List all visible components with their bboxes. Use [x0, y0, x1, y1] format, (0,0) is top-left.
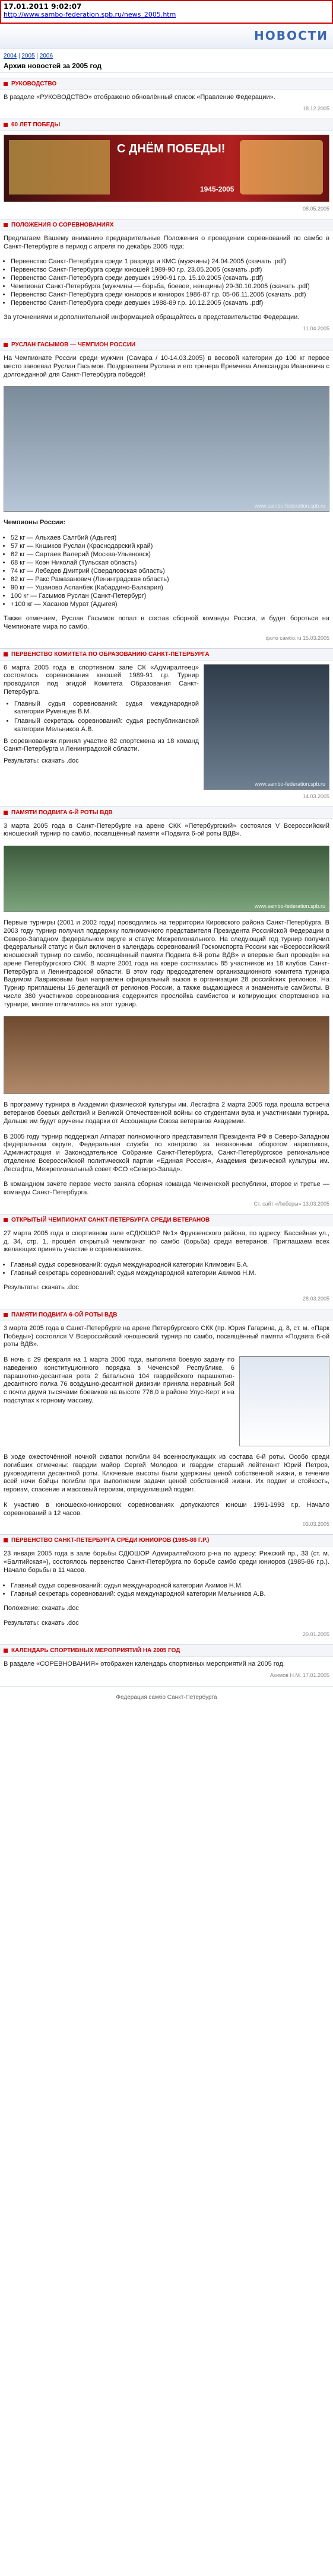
- news-item: [0, 1214, 333, 1304]
- vdv-emblem-icon: [239, 1356, 329, 1446]
- results-link[interactable]: Результаты: скачать .doc: [4, 1284, 79, 1291]
- results-link[interactable]: Результаты: скачать .doc: [4, 757, 79, 764]
- news-item-intro: 27 марта 2005 года в спортивном зале «СДЮШОР №1» Фрунзенского района, по адресу: Бассейная ул., д. 34, стр. 1, прошёл открытый чемпионат по самбо (борьба) среди ветеранов. Приглашаем всех желающих принять участие в соревнованиях.: [4, 1229, 329, 1254]
- champion-item: • 57 кг — Кншиков Руслан (Краснодарский край): [11, 543, 333, 550]
- news-item-date: 14.03.2005: [302, 793, 329, 799]
- news-item-title: РУКОВОДСТВО: [11, 81, 57, 87]
- bullet-square-icon: [4, 123, 8, 127]
- bullet-square-icon: [4, 1649, 8, 1653]
- bullet-square-icon: [4, 1313, 8, 1317]
- banner-years: 1945-2005: [200, 184, 234, 193]
- news-item-title: ПАМЯТИ ПОДВИГА 6-ОЙ РОТЫ ВДВ: [11, 1311, 118, 1318]
- officials-list: [11, 1582, 333, 1598]
- year-link-2005[interactable]: 2005: [21, 53, 35, 59]
- year-switcher: 2004 | 2005 | 2006: [4, 53, 53, 59]
- champion-item: • 100 кг — Гасымов Руслан (Санкт-Петербург): [11, 592, 333, 600]
- year-link-2004[interactable]: 2004: [4, 53, 17, 59]
- news-item-date: 18.12.2005: [302, 105, 329, 111]
- news-item: [0, 1534, 333, 1640]
- news-item-date: 03.03.2005: [302, 1521, 329, 1528]
- banner-order-icon: [240, 140, 323, 195]
- team-photo: [4, 386, 329, 512]
- news-item-header: [0, 78, 333, 90]
- news-item-paragraph: Первые турниры (2001 и 2002 годы) проводились на территории Кировского района Санкт-Петербурга. В 2003 году турнир получил поддержку полномочного представителя Президента Российской Федерации в Северо-Западном федеральном округе и статус Межрегионального. На следующий год турнир получил федеральный статус и был включен в календарь соревнований Госкомспорта России как «Всероссийский юношеский турнир по самбо, посвящённый памяти Подвига 6-й роты ВДВ» и впервые был проведён на арене Петербургского СКК. В марте 2001 года на ковре состязались 85 участников из 18 клубов Санкт-Петербурга и Ленинградской области. В этом году председателем организационного комитета турнира Вадимом Лавриковым был направлен официальный вызов в организации 28 российских регионов. На Турнир приглашены 16 делегаций от регионов России, а также выдающиеся и знаменитые самбисты. В числе 380 участников соревнования содержится прослойка самбистов и копирующих спортсменов на турнире, многие отличились на этот турнир.: [4, 919, 329, 1008]
- document-list-item[interactable]: • Первенство Санкт-Петербурга среди девушек 1988-89 г.р. 10.12.2005 (скачать .pdf): [11, 299, 333, 307]
- document-list-item[interactable]: • Первенство Санкт-Петербурга среди юношей 1989-90 г.р. 23.05.2005 (скачать .pdf): [11, 266, 333, 273]
- document-list-item[interactable]: • Первенство Санкт-Петербурга среди 1 разряда и КМС (мужчины) 24.04.2005 (скачать .pdf): [11, 258, 333, 265]
- official-item: • Главный секретарь соревнований: судья республиканской категории Мельников А.В.: [14, 718, 199, 734]
- champion-item: • 62 кг — Сартаев Валерий (Москва-Ульяновск): [11, 551, 333, 558]
- news-item-header: [0, 649, 333, 661]
- victory-banner-image: [4, 135, 329, 202]
- photo-caption: www.sambo-federation.spb.ru: [254, 780, 325, 787]
- news-item-twocol: [0, 1353, 333, 1450]
- news-item-paragraph: В 2005 году турнир поддержал Аппарат полномочного представителя Президента РФ в Северо-Западном федеральном округе, Федеральная служба по контролю за незаконным оборотом наркотиков, Администрация и Законодательное Собрание Санкт-Петербурга, Санкт-Петербургское региональное отделение Всероссийской политической партии «Единая Россия», Академия физической культуры им. Лесгафта, Межрегиональный совет ФСО «Северо-Запад».: [4, 1133, 329, 1173]
- regulations-link[interactable]: Положение: скачать .doc: [4, 1604, 79, 1612]
- bullet-square-icon: [4, 652, 8, 656]
- news-item-title: ПЕРВЕНСТВО САНКТ-ПЕТЕРБУРГА СРЕДИ ЮНИОРОВ (1985-86 Г.Р.): [11, 1537, 210, 1544]
- bullet-square-icon: [4, 343, 8, 347]
- officials-list: [14, 700, 199, 734]
- news-item-paragraph: В программу турнира в Академии физической культуры им. Лесгафта 2 марта 2005 года прошла встреча ветеранов боевых действий и Великой Отечественной войны со студентами вуза и участниками турнира. Дальше им будут вручены подарки от Ассоциации Союза ветеранов Академии.: [4, 1101, 329, 1125]
- archive-title: Архив новостей за 2005 год: [0, 59, 333, 73]
- news-item-date: 20.01.2005: [302, 1631, 329, 1637]
- news-item-text: [4, 1356, 234, 1446]
- news-item-header: [0, 339, 333, 351]
- arena-photo: [4, 846, 329, 912]
- champion-item: • 90 кг — Ушаново Асланбек (Кабардино-Балкария): [11, 584, 333, 591]
- page-url-link[interactable]: http://www.sambo-federation.spb.ru/news_2005.htm: [4, 11, 176, 18]
- news-item-header: [0, 119, 333, 131]
- bullet-square-icon: [4, 811, 8, 815]
- news-item-title: ПАМЯТИ ПОДВИГА 6-Й РОТЫ ВДВ: [11, 809, 113, 816]
- year-link-2006[interactable]: 2006: [39, 53, 53, 59]
- footer: Федерация самбо Санкт-Петербурга: [0, 1686, 333, 1708]
- news-item-body: В разделе «РУКОВОДСТВО» отображено обновлённый список «Правление Федерации».: [4, 94, 275, 101]
- news-item-title: КАЛЕНДАРЬ СПОРТИВНЫХ МЕРОПРИЯТИЙ НА 2005 ГОД: [11, 1647, 180, 1654]
- champions-title: Чемпионы России:: [4, 519, 66, 527]
- news-item-paragraph: В ночь с 29 февраля на 1 марта 2000 года, выполняя боевую задачу по наведению конституционного порядка в Чеченской Республике, 6 парашютно-десантная рота 2 батальона 104 гвардейского парашютно-десантного полка 76 воздушно-десантной дивизии приняла неравный бой с почти двумя тысячами боевиков на высоте 776,0 в районе Улус-Керт и на подступах к горному массиву.: [4, 1356, 234, 1404]
- news-item-title: ОТКРЫТЫЙ ЧЕМПИОНАТ САНКТ-ПЕТЕРБУРГА СРЕДИ ВЕТЕРАНОВ: [11, 1216, 210, 1223]
- timestamp: 17.01.2011 9:02:07: [4, 2, 82, 11]
- champion-item: • 82 кг — Ракс Рамазанович (Ленинградская область): [11, 576, 333, 583]
- news-item-header: [0, 807, 333, 819]
- news-item-outro: Также отмечаем, Руслан Гасымов попал в состав сборной команды России, и будет бороться на Чемпионате мира по самбо.: [4, 615, 329, 630]
- news-item: [0, 1309, 333, 1530]
- news-item-outro: В соревнованиях принял участие 82 спортсмена из 18 команд Санкт-Петербурга и Ленинградской области.: [4, 737, 199, 753]
- news-item-date: 11.04.2005: [303, 326, 329, 331]
- news-item-title: 60 ЛЕТ ПОБЕДЫ: [11, 121, 61, 128]
- champion-item: • +100 кг — Хасанов Мурат (Адыгея): [11, 601, 333, 608]
- photo-caption: www.sambo-federation.spb.ru: [254, 503, 325, 509]
- news-item-date: Ст. сайт «Люберы» 13.03.2005: [253, 1200, 329, 1207]
- champion-item: • 68 кг — Коэн Николай (Тульская область): [11, 559, 333, 566]
- banner-collage-left: [9, 140, 110, 195]
- champions-list: [11, 534, 333, 608]
- news-item: [0, 648, 333, 802]
- news-item-header: [0, 1214, 333, 1226]
- news-item: [0, 119, 333, 214]
- banner-text: С ДНЁМ ПОБЕДЫ!: [117, 142, 226, 155]
- news-item-title: ПОЛОЖЕНИЯ О СОРЕВНОВАНИЯХ: [11, 221, 114, 228]
- official-item: • Главный судья соревнований: судья международной категории Акимов Н.М.: [11, 1582, 333, 1589]
- news-item-header: [0, 1309, 333, 1321]
- news-item-intro: 6 марта 2005 года в спортивном зале СК «Адмиралтеец» состоялось соревнования юношей 1989-91 г.р. Турнир проводился под эгидой Комитета Образования Санкт-Петербурга.: [4, 664, 199, 696]
- bullet-square-icon: [4, 1538, 8, 1542]
- news-item-date: Акимов Н.М. 17.01.2005: [270, 1672, 329, 1678]
- bullet-square-icon: [4, 223, 8, 227]
- document-list-item[interactable]: • Первенство Санкт-Петербурга среди девушек 1990-91 г.р. 15.10.2005 (скачать .pdf): [11, 275, 333, 282]
- news-item-intro: В разделе «СОРЕВНОВАНИЯ» отображен календарь спортивных мероприятий на 2005 год.: [4, 1660, 285, 1668]
- news-item: [0, 806, 333, 1209]
- browser-capture-header: [0, 0, 333, 24]
- event-photo: [4, 1016, 329, 1094]
- news-item-header: [0, 219, 333, 231]
- document-list: [11, 258, 333, 307]
- news-item-intro: На Чемпионате России среди мужчин (Самара / 10-14.03.2005) в весовой категории до 100 кг первое место завоевал Руслан Гасымов. Поздравляем Руслана и его тренера Еремчева Александра Ивановича с долгожданной для Санкт-Петербурга победой!: [4, 355, 329, 378]
- page-title: НОВОСТИ: [253, 28, 328, 43]
- bullet-square-icon: [4, 82, 8, 86]
- news-item-date: фото самбо.ru 15.03.2005: [265, 635, 329, 641]
- news-item-title: РУСЛАН ГАСЫМОВ — ЧЕМПИОН РОССИИ: [11, 342, 136, 348]
- photo-caption: www.sambo-federation.spb.ru: [254, 903, 325, 909]
- news-item-twocol: [0, 661, 333, 793]
- news-item-date: 08.05.2005: [302, 205, 329, 212]
- news-item-intro: 3 марта 2005 года в Санкт-Петербурге на арене Петербургского СКК (пр. Юрия Гагарина, д. 8, ст. м. «Парк Победы») состоялся V Всероссийский юношеский турнир по самбо, посвящённый памяти «Подвига 6-ой роты ВДВ».: [4, 1324, 329, 1348]
- news-item-title: ПЕРВЕНСТВО КОМИТЕТА ПО ОБРАЗОВАНИЮ САНКТ-ПЕТЕРБУРГА: [11, 651, 210, 658]
- official-item: • Главный секретарь соревнований: судья международной категории Акимов Н.М.: [11, 1270, 333, 1277]
- news-item-header: [0, 1535, 333, 1547]
- bullet-square-icon: [4, 1218, 8, 1222]
- news-item: [0, 78, 333, 114]
- document-list-item[interactable]: • Чемпионат Санкт-Петербурга (мужчины — борьба, боевое, женщины) 29-30.10.2005 (скачать .pdf): [11, 283, 333, 290]
- official-item: • Главный судья соревнований: судья международной категории Климович Б.А.: [11, 1261, 333, 1268]
- official-item: • Главный секретарь соревнований: судья международной категории Мельников А.В.: [11, 1590, 333, 1598]
- news-item-header: [0, 1645, 333, 1657]
- news-item-paragraph: В ходе ожесточённой ночной схватки погибли 84 военнослужащих из состава 6-й роты. Особо среди погибших отмечены: гвардии майор Сергей Молодов и гвардии старший лейтенант Юрий Петров, руководители десантной роты. Ключевые высоты были удержаны ценой собственной жизни, в течение всей ночи бойцы погибли при выполнении задачи ценой собственной жизни. Их подвиг и стойкость, героизм, спасение и массовый героизм, определивший подвиг.: [4, 1453, 329, 1493]
- news-item: [0, 1644, 333, 1681]
- officials-list: [11, 1261, 333, 1277]
- news-item-intro: Предлагаем Вашему вниманию предварительные Положения о проведении соревнований по самбо в Санкт-Петербурге в период с апреля по декабрь 2005 года:: [4, 234, 329, 250]
- news-item-paragraph: В командном зачёте первое место заняла сборная команда Ченченской республики, второе и третье — команды Санкт-Петербурга.: [4, 1181, 329, 1196]
- results-link[interactable]: Результаты: скачать .doc: [4, 1619, 79, 1627]
- news-item-outro: За уточнениями и дополнительной информацией обращайтесь в представительство Федерации.: [4, 314, 300, 321]
- document-list-item[interactable]: • Первенство Санкт-Петербурга среди юниоров и юниорок 1986-87 г.р. 05-06.11.2005 (скачать .pdf): [11, 291, 333, 298]
- news-item-paragraph: К участию в юношеско-юниорских соревнованиях допускаются юноши 1991-1993 г.р. Начало соревнований в 12 часов.: [4, 1501, 329, 1517]
- news-item: [0, 339, 333, 643]
- match-photo: [204, 664, 329, 790]
- news-item-date: 28.03.2005: [302, 1295, 329, 1302]
- news-item-text: [4, 664, 199, 790]
- champion-item: • 52 кг — Альхаев Салгбий (Адыгея): [11, 534, 333, 541]
- news-item-intro: 3 марта 2005 года в Санкт-Петербурге на арене СКК «Петербургский» состоялся V Всероссийский юношеский турнир по самбо, посвящённый памяти «Подвига 6-ой роты ВДВ».: [4, 822, 329, 838]
- site-header: [0, 24, 333, 49]
- news-item: [0, 219, 333, 334]
- news-item-intro: 23 января 2005 года в зале борьбы СДЮШОР Адмиралтейского р-на по адресу: Рижский пр., 33 (ст. м. «Балтийская»), состоялось первенство Санкт-Петербурга по борьбе самбо среди юниоров (1985-86 г.р.). Начало борьбы в 11 часов.: [4, 1550, 329, 1574]
- official-item: • Главный судья соревнований: судья международной категории Румянцев В.М.: [14, 700, 199, 717]
- champion-item: • 74 кг — Лебедев Дмитрий (Свердловская область): [11, 568, 333, 575]
